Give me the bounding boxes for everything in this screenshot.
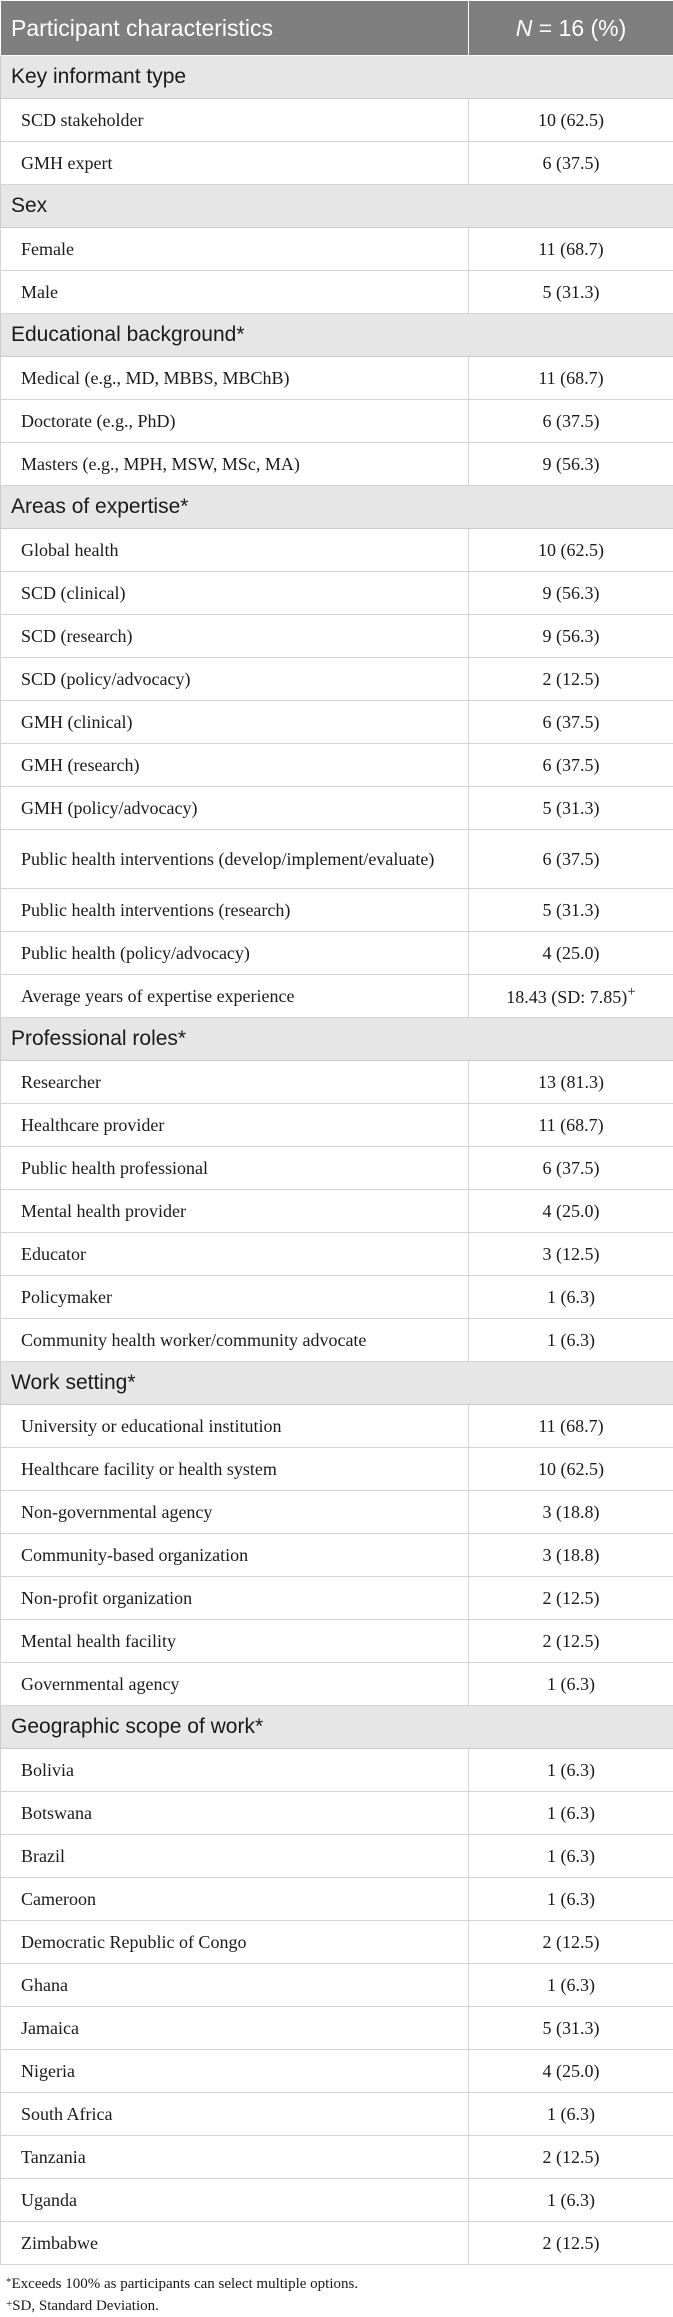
table-row bbox=[1, 142, 673, 185]
header-n-rest: = 16 (%) bbox=[532, 15, 626, 41]
row-value-text: 5 (31.3) bbox=[543, 2018, 600, 2038]
row-label: Female bbox=[1, 228, 469, 271]
table-row bbox=[1, 2179, 673, 2222]
table-row bbox=[1, 1792, 673, 1835]
row-value-text: 6 (37.5) bbox=[543, 153, 600, 173]
row-value bbox=[469, 2222, 673, 2265]
row-label: SCD (policy/advocacy) bbox=[1, 658, 469, 701]
row-value-text: 5 (31.3) bbox=[543, 900, 600, 920]
table-row bbox=[1, 787, 673, 830]
row-value-text: 3 (12.5) bbox=[543, 1244, 600, 1264]
row-value-text: 9 (56.3) bbox=[543, 583, 600, 603]
table-row bbox=[1, 1663, 673, 1706]
row-value-text: 3 (18.8) bbox=[543, 1545, 600, 1565]
row-value-text: 1 (6.3) bbox=[547, 1330, 595, 1350]
row-value bbox=[469, 701, 673, 744]
row-label: Public health (policy/advocacy) bbox=[1, 932, 469, 975]
row-label: Governmental agency bbox=[1, 1663, 469, 1706]
row-label: Zimbabwe bbox=[1, 2222, 469, 2265]
section-header bbox=[1, 1706, 673, 1749]
row-value-text: 6 (37.5) bbox=[543, 1158, 600, 1178]
table-row bbox=[1, 1147, 673, 1190]
row-value bbox=[469, 889, 673, 932]
row-label: Medical (e.g., MD, MBBS, MBChB) bbox=[1, 357, 469, 400]
row-label: Mental health provider bbox=[1, 1190, 469, 1233]
row-label: Community-based organization bbox=[1, 1534, 469, 1577]
row-value-text: 10 (62.5) bbox=[538, 110, 604, 130]
row-value-text: 1 (6.3) bbox=[547, 1975, 595, 1995]
row-value-text: 6 (37.5) bbox=[543, 755, 600, 775]
table-row bbox=[1, 529, 673, 572]
row-value bbox=[469, 2093, 673, 2136]
row-label: Nigeria bbox=[1, 2050, 469, 2093]
row-value bbox=[469, 1405, 673, 1448]
table-row bbox=[1, 830, 673, 889]
section-title: Work setting* bbox=[1, 1362, 673, 1405]
row-label: Masters (e.g., MPH, MSW, MSc, MA) bbox=[1, 443, 469, 486]
row-value bbox=[469, 1878, 673, 1921]
row-label: Doctorate (e.g., PhD) bbox=[1, 400, 469, 443]
section-header bbox=[1, 1018, 673, 1061]
footnote-text: SD, Standard Deviation. bbox=[12, 2298, 159, 2314]
row-label: SCD stakeholder bbox=[1, 99, 469, 142]
table-row bbox=[1, 2136, 673, 2179]
row-value-text: 1 (6.3) bbox=[547, 1760, 595, 1780]
table-row bbox=[1, 744, 673, 787]
table-row bbox=[1, 1405, 673, 1448]
table-row bbox=[1, 1835, 673, 1878]
table-row bbox=[1, 228, 673, 271]
row-value bbox=[469, 1190, 673, 1233]
row-value-text: 5 (31.3) bbox=[543, 282, 600, 302]
table-row bbox=[1, 443, 673, 486]
row-label: Ghana bbox=[1, 1964, 469, 2007]
row-value-text: 1 (6.3) bbox=[547, 1846, 595, 1866]
row-value-text: 11 (68.7) bbox=[538, 1416, 603, 1436]
section-title: Sex bbox=[1, 185, 673, 228]
table-row bbox=[1, 1319, 673, 1362]
row-value-text: 10 (62.5) bbox=[538, 540, 604, 560]
row-value bbox=[469, 142, 673, 185]
header-n-italic: N bbox=[516, 15, 533, 41]
row-value bbox=[469, 1921, 673, 1964]
row-value-text: 5 (31.3) bbox=[543, 798, 600, 818]
row-value-text: 6 (37.5) bbox=[543, 411, 600, 431]
row-value bbox=[469, 572, 673, 615]
table-row bbox=[1, 932, 673, 975]
row-label: GMH (policy/advocacy) bbox=[1, 787, 469, 830]
row-value bbox=[469, 99, 673, 142]
row-value-text: 11 (68.7) bbox=[538, 368, 603, 388]
row-value bbox=[469, 443, 673, 486]
table-header bbox=[1, 1, 673, 56]
table-row bbox=[1, 615, 673, 658]
table-row bbox=[1, 357, 673, 400]
table-row bbox=[1, 1276, 673, 1319]
row-value-text: 10 (62.5) bbox=[538, 1459, 604, 1479]
row-value-text: 2 (12.5) bbox=[543, 1588, 600, 1608]
row-value-text: 2 (12.5) bbox=[543, 2147, 600, 2167]
row-label: University or educational institution bbox=[1, 1405, 469, 1448]
header-n bbox=[469, 1, 673, 56]
row-value-text: 2 (12.5) bbox=[543, 669, 600, 689]
footnote bbox=[6, 2273, 673, 2295]
row-value bbox=[469, 1577, 673, 1620]
table-row bbox=[1, 1448, 673, 1491]
row-value bbox=[469, 1663, 673, 1706]
row-label: GMH (research) bbox=[1, 744, 469, 787]
row-value bbox=[469, 2050, 673, 2093]
row-value-text: 3 (18.8) bbox=[543, 1502, 600, 1522]
row-value-text: 4 (25.0) bbox=[543, 2061, 600, 2081]
footnote-text: Exceeds 100% as participants can select multiple options. bbox=[12, 2276, 359, 2292]
row-value bbox=[469, 1233, 673, 1276]
table-row bbox=[1, 1491, 673, 1534]
table-row bbox=[1, 975, 673, 1018]
row-label: Bolivia bbox=[1, 1749, 469, 1792]
row-value bbox=[469, 228, 673, 271]
row-value bbox=[469, 1147, 673, 1190]
row-label: Botswana bbox=[1, 1792, 469, 1835]
row-label: Uganda bbox=[1, 2179, 469, 2222]
table-row bbox=[1, 1620, 673, 1663]
row-value-text: 9 (56.3) bbox=[543, 626, 600, 646]
header-characteristics: Participant characteristics bbox=[1, 1, 469, 56]
row-value bbox=[469, 2179, 673, 2222]
row-value bbox=[469, 658, 673, 701]
section-header bbox=[1, 1362, 673, 1405]
row-label: Community health worker/community advocate bbox=[1, 1319, 469, 1362]
row-value bbox=[469, 1749, 673, 1792]
row-value bbox=[469, 1448, 673, 1491]
row-label: South Africa bbox=[1, 2093, 469, 2136]
row-value bbox=[469, 1620, 673, 1663]
table-row bbox=[1, 2050, 673, 2093]
row-value-text: 11 (68.7) bbox=[538, 239, 603, 259]
row-value bbox=[469, 787, 673, 830]
row-label: Public health professional bbox=[1, 1147, 469, 1190]
table-row bbox=[1, 572, 673, 615]
table-row bbox=[1, 889, 673, 932]
row-value bbox=[469, 2136, 673, 2179]
row-value bbox=[469, 615, 673, 658]
row-label: Healthcare provider bbox=[1, 1104, 469, 1147]
row-label: Average years of expertise experience bbox=[1, 975, 469, 1018]
table-row bbox=[1, 2093, 673, 2136]
table-row bbox=[1, 1233, 673, 1276]
row-label: Educator bbox=[1, 1233, 469, 1276]
row-value bbox=[469, 529, 673, 572]
row-value bbox=[469, 830, 673, 889]
table-row bbox=[1, 271, 673, 314]
row-label: Researcher bbox=[1, 1061, 469, 1104]
row-value-text: 9 (56.3) bbox=[543, 454, 600, 474]
row-label: Healthcare facility or health system bbox=[1, 1448, 469, 1491]
row-label: Democratic Republic of Congo bbox=[1, 1921, 469, 1964]
row-value bbox=[469, 2007, 673, 2050]
row-value-text: 1 (6.3) bbox=[547, 1287, 595, 1307]
footnote-symbol: + bbox=[6, 2298, 12, 2310]
table-row bbox=[1, 1534, 673, 1577]
table-row bbox=[1, 1061, 673, 1104]
row-label: Tanzania bbox=[1, 2136, 469, 2179]
row-value-text: 6 (37.5) bbox=[543, 849, 600, 869]
row-value-text: 6 (37.5) bbox=[543, 712, 600, 732]
footnote-marker: + bbox=[627, 984, 635, 1000]
section-title: Geographic scope of work* bbox=[1, 1706, 673, 1749]
row-value bbox=[469, 744, 673, 787]
row-value bbox=[469, 1061, 673, 1104]
row-value bbox=[469, 1104, 673, 1147]
table-row bbox=[1, 1921, 673, 1964]
row-value bbox=[469, 1534, 673, 1577]
row-value bbox=[469, 1319, 673, 1362]
table-row bbox=[1, 2007, 673, 2050]
row-label: Male bbox=[1, 271, 469, 314]
section-title: Educational background* bbox=[1, 314, 673, 357]
row-value bbox=[469, 1491, 673, 1534]
row-value-text: 13 (81.3) bbox=[538, 1072, 604, 1092]
row-value-text: 2 (12.5) bbox=[543, 1932, 600, 1952]
row-value bbox=[469, 932, 673, 975]
row-value bbox=[469, 1964, 673, 2007]
section-title: Areas of expertise* bbox=[1, 486, 673, 529]
section-header bbox=[1, 185, 673, 228]
section-title: Professional roles* bbox=[1, 1018, 673, 1061]
section-header bbox=[1, 486, 673, 529]
row-label: GMH (clinical) bbox=[1, 701, 469, 744]
table-row bbox=[1, 701, 673, 744]
row-label: Non-profit organization bbox=[1, 1577, 469, 1620]
row-label: SCD (clinical) bbox=[1, 572, 469, 615]
footnotes bbox=[0, 2265, 673, 2317]
table-row bbox=[1, 658, 673, 701]
table-row bbox=[1, 1964, 673, 2007]
row-value-text: 1 (6.3) bbox=[547, 2104, 595, 2124]
row-value-text: 1 (6.3) bbox=[547, 1674, 595, 1694]
row-label: Cameroon bbox=[1, 1878, 469, 1921]
row-label: SCD (research) bbox=[1, 615, 469, 658]
row-value bbox=[469, 1792, 673, 1835]
row-label: Global health bbox=[1, 529, 469, 572]
section-title: Key informant type bbox=[1, 56, 673, 99]
footnote bbox=[6, 2295, 673, 2317]
row-value-text: 18.43 (SD: 7.85) bbox=[506, 987, 627, 1007]
table-row bbox=[1, 1878, 673, 1921]
row-label: Non-governmental agency bbox=[1, 1491, 469, 1534]
row-label: Policymaker bbox=[1, 1276, 469, 1319]
footnote-symbol: * bbox=[6, 2276, 12, 2288]
table-row bbox=[1, 2222, 673, 2265]
row-value-text: 2 (12.5) bbox=[543, 2233, 600, 2253]
table-body bbox=[1, 56, 673, 2265]
row-value bbox=[469, 1835, 673, 1878]
row-value-text: 4 (25.0) bbox=[543, 943, 600, 963]
row-value-text: 4 (25.0) bbox=[543, 1201, 600, 1221]
row-value-text: 2 (12.5) bbox=[543, 1631, 600, 1651]
table-row bbox=[1, 400, 673, 443]
row-label: Public health interventions (research) bbox=[1, 889, 469, 932]
row-value bbox=[469, 975, 673, 1018]
row-label: Public health interventions (develop/implement/evaluate) bbox=[1, 830, 469, 889]
table-row bbox=[1, 99, 673, 142]
row-label: GMH expert bbox=[1, 142, 469, 185]
table-row bbox=[1, 1104, 673, 1147]
section-header bbox=[1, 314, 673, 357]
row-value-text: 1 (6.3) bbox=[547, 2190, 595, 2210]
table-row bbox=[1, 1190, 673, 1233]
row-label: Mental health facility bbox=[1, 1620, 469, 1663]
row-value-text: 11 (68.7) bbox=[538, 1115, 603, 1135]
row-value bbox=[469, 271, 673, 314]
row-label: Brazil bbox=[1, 1835, 469, 1878]
row-value bbox=[469, 1276, 673, 1319]
table-row bbox=[1, 1577, 673, 1620]
section-header bbox=[1, 56, 673, 99]
row-value bbox=[469, 400, 673, 443]
row-value bbox=[469, 357, 673, 400]
row-label: Jamaica bbox=[1, 2007, 469, 2050]
row-value-text: 1 (6.3) bbox=[547, 1803, 595, 1823]
table-row bbox=[1, 1749, 673, 1792]
row-value-text: 1 (6.3) bbox=[547, 1889, 595, 1909]
